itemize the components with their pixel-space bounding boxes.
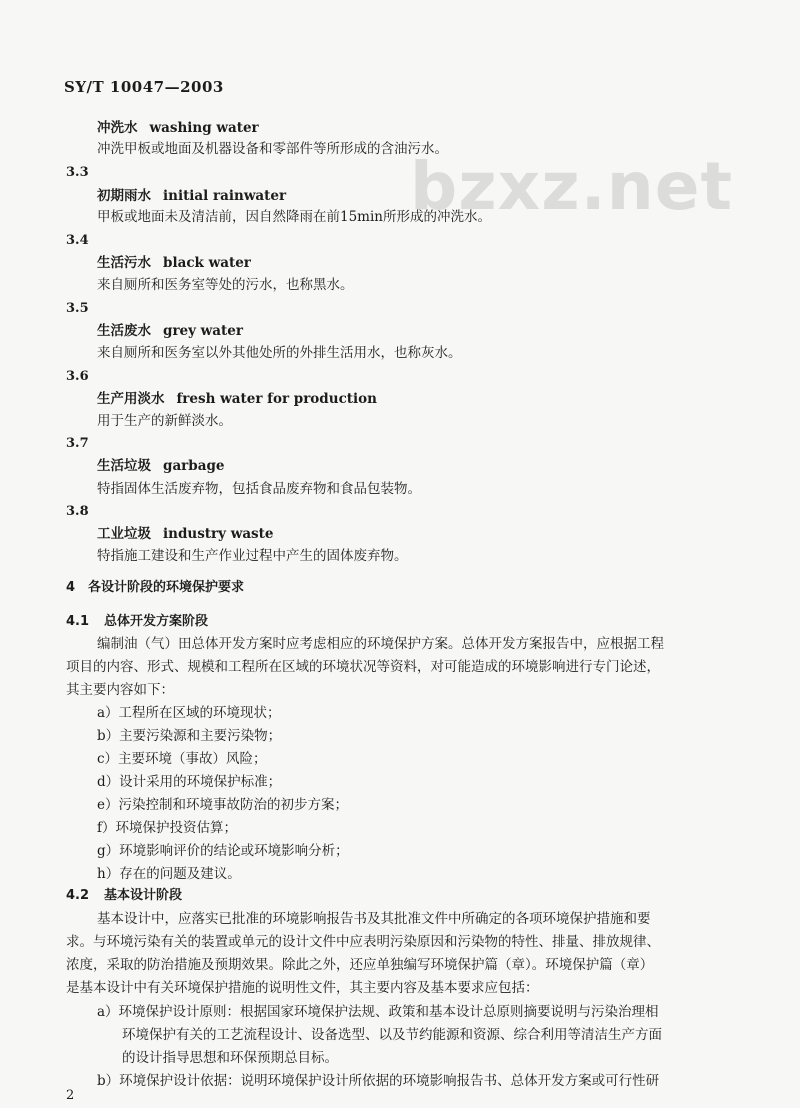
standard-code-header: SY/T 10047—2003 <box>64 78 224 96</box>
term-definition: 冲洗甲板或地面及机器设备和零部件等所形成的含油污水。 <box>97 141 448 157</box>
page-number: 2 <box>66 1088 75 1103</box>
paragraph-line: 编制油（气）田总体开发方案时应考虑相应的环境保护方案。总体开发方案报告中，应根据工程 <box>97 636 664 652</box>
paragraph-line: 求。与环境污染有关的装置或单元的设计文件中应表明污染原因和污染物的特性、排量、排放规律、 <box>66 934 660 950</box>
paragraph-line: 是基本设计中有关环境保护措施的说明性文件，其主要内容及基本要求应包括： <box>66 980 539 996</box>
term-definition: 用于生产的新鲜淡水。 <box>97 413 232 429</box>
list-item: e）污染控制和环境事故防治的初步方案； <box>97 797 348 813</box>
list-item: d）设计采用的环境保护标准； <box>97 774 282 790</box>
list-item: c）主要环境（事故）风险； <box>97 751 267 767</box>
list-item: a）环境保护设计原则：根据国家环境保护法规、政策和基本设计总原则摘要说明与污染治理相 <box>97 1004 659 1020</box>
list-item-continuation: 环境保护有关的工艺流程设计、设备选型、以及节约能源和资源、综合利用等清洁生产方面 <box>122 1027 662 1043</box>
subsection-heading: 4.1 总体开发方案阶段 <box>66 614 209 629</box>
paragraph-line: 浓度，采取的防治措施及预期效果。除此之外，还应单独编写环境保护篇（章）。环境保护篇（章） <box>66 957 654 973</box>
paragraph-line: 基本设计中，应落实已批准的环境影响报告书及其批准文件中所确定的各项环境保护措施和要 <box>97 911 651 927</box>
term-title: 初期雨水 initial rainwater <box>97 188 287 204</box>
term-definition: 来自厕所和医务室等处的污水，也称黑水。 <box>97 277 354 293</box>
list-item: g）环境影响评价的结论或环境影响分析； <box>97 843 349 859</box>
term-title: 生活废水 grey water <box>97 323 243 339</box>
clause-number: 3.3 <box>66 165 89 180</box>
term-title: 工业垃圾 industry waste <box>97 526 274 542</box>
term-title: 生产用淡水 fresh water for production <box>97 391 377 407</box>
list-item: a）工程所在区域的环境现状； <box>97 705 281 721</box>
term-definition: 特指施工建设和生产作业过程中产生的固体废弃物。 <box>97 548 408 564</box>
term-title: 冲洗水 washing water <box>97 120 259 136</box>
list-item: f）环境保护投资估算； <box>97 820 237 836</box>
paragraph-line: 其主要内容如下： <box>66 682 174 698</box>
term-definition: 甲板或地面未及清洁前，因自然降雨在前15min所形成的冲洗水。 <box>97 209 491 225</box>
term-title: 生活垃圾 garbage <box>97 458 225 474</box>
list-item: b）环境保护设计依据：说明环境保护设计所依据的环境影响报告书、总体开发方案或可行性研 <box>97 1073 660 1089</box>
paragraph-line: 项目的内容、形式、规模和工程所在区域的环境状况等资料，对可能造成的环境影响进行专门论述， <box>66 659 660 675</box>
watermark: bzxz.net <box>410 148 734 225</box>
term-definition: 特指固体生活废弃物，包括食品废弃物和食品包装物。 <box>97 481 421 497</box>
clause-number: 3.8 <box>66 504 89 519</box>
clause-number: 3.4 <box>66 233 89 248</box>
term-title: 生活污水 black water <box>97 255 251 271</box>
section-heading: 4 各设计阶段的环境保护要求 <box>66 580 245 595</box>
term-definition: 来自厕所和医务室以外其他处所的外排生活用水，也称灰水。 <box>97 345 462 361</box>
list-item-continuation: 的设计指导思想和环保预期总目标。 <box>122 1050 338 1066</box>
clause-number: 3.6 <box>66 369 89 384</box>
subsection-heading: 4.2 基本设计阶段 <box>66 888 183 903</box>
clause-number: 3.5 <box>66 301 89 316</box>
list-item: b）主要污染源和主要污染物； <box>97 728 282 744</box>
clause-number: 3.7 <box>66 436 89 451</box>
list-item: h）存在的问题及建议。 <box>97 866 241 882</box>
